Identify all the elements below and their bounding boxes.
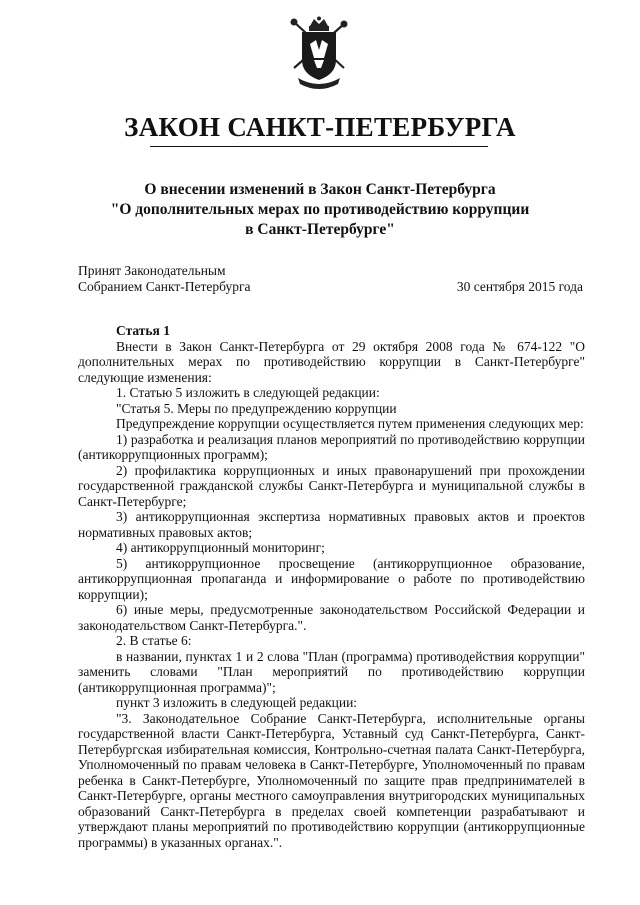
paragraph: пункт 3 изложить в следующей редакции: [116,695,358,710]
paragraph: "3. Законодательное Собрание Санкт-Петербурга, исполнительные органы государственной власти Санкт-Петербурга, Уставный суд Санкт-Петербурга, Санкт-Петербургская избирательная комиссия, Контрольно-счетная палата Санкт-Петербурга, Уполномоченный по правам человека в Санкт-Петербурге, Уполномоченный по правам ребенка в Санкт-Петербурге, Уполномоченный по защите прав предпринимателей в Санкт-Петербурге, органы местного самоуправления внутригородских муниципальных образований Санкт-Петербурга в пределах своей компетенции разрабатывают и утверждают планы мероприятий по противодействию коррупции (антикоррупционные программы) в указанных органах.". [78,710,585,850]
law-title: ЗАКОН САНКТ-ПЕТЕРБУРГА [124,112,516,142]
adoption-block [78,263,251,295]
paragraph: Предупреждение коррупции осуществляется путем применения следующих мер: [116,416,584,431]
adoption-line-2: Собранием Санкт-Петербурга [78,279,251,294]
paragraph: 2) профилактика коррупционных и иных правонарушений при прохождении государственной гражданской службы Санкт-Петербурга и муниципальной службы в Санкт-Петербурге; [78,462,585,509]
paragraph: 1) разработка и реализация планов мероприятий по противодействию коррупции (антикоррупционных программ); [78,431,585,462]
paragraph: 4) антикоррупционный мониторинг; [116,540,325,555]
subtitle-line: "О дополнительных мерах по противодействию коррупции [110,201,530,218]
subtitle-line: в Санкт-Петербурге" [245,221,395,238]
paragraph: Внести в Закон Санкт-Петербурга от 29 октября 2008 года № 674-122 "О дополнительных мерах по противодействию коррупции в Санкт-Петербурге" следующие изменения: [78,338,585,385]
paragraph: 5) антикоррупционное просвещение (антикоррупционное образование, антикоррупционная пропаганда и информирование о работе по противодействию коррупции); [78,555,585,602]
coat-of-arms-icon [288,16,350,96]
article-heading: Статья 1 [116,323,170,338]
paragraph: "Статья 5. Меры по предупреждению коррупции [116,400,397,416]
paragraph: 6) иные меры, предусмотренные законодательством Российской Федерации и законодательством Санкт-Петербурга.". [78,602,585,633]
article-1 [78,323,585,850]
subtitle-line: О внесении изменений в Закон Санкт-Петербурга [144,181,496,198]
adoption-date: 30 сентября 2015 года [456,279,583,294]
title-underline [150,146,488,147]
adoption-line-1: Принят Законодательным [78,263,226,278]
law-subtitle [80,180,560,240]
paragraph: 3) антикоррупционная экспертиза нормативных правовых актов и проектов нормативных правовых актов; [78,509,585,540]
paragraph: в названии, пунктах 1 и 2 слова "План (программа) противодействия коррупции" заменить словами "План мероприятий по противодействию коррупции (антикоррупционная программа)"; [78,648,585,695]
paragraph: 2. В статье 6: [116,633,192,648]
paragraph: 1. Статью 5 изложить в следующей редакции: [116,385,380,400]
